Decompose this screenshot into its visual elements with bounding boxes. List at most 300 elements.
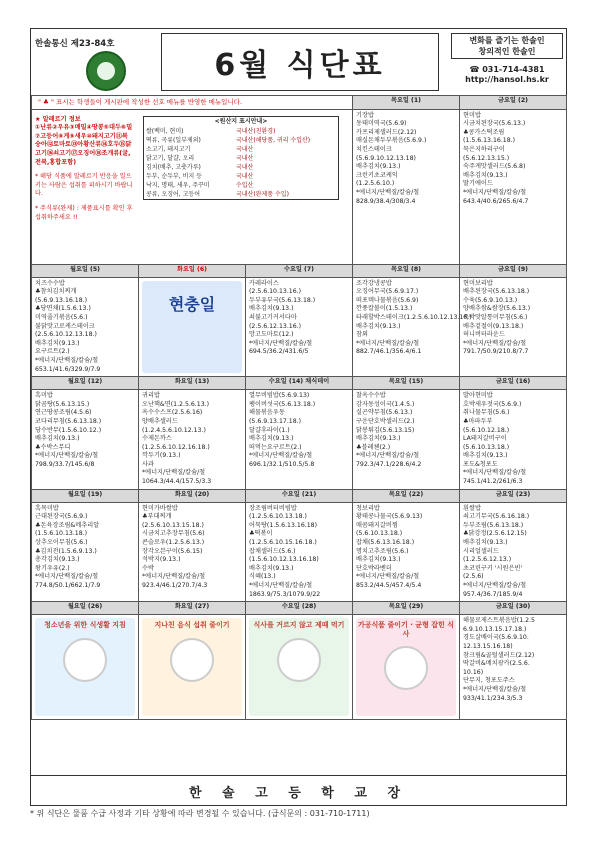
origin-country: 국내산	[235, 173, 254, 181]
menu-row	[32, 615, 567, 720]
menu-list	[356, 505, 456, 591]
newsletter-label: 한솔통신 제23-84호	[35, 39, 115, 49]
menu-frame	[30, 28, 567, 806]
origin-wrapper	[133, 112, 349, 223]
menu-item: 달걀후라이(1.)	[249, 426, 290, 434]
poster-image	[142, 281, 242, 374]
menu-item: (1.2.5.6.10.15.16.18.)	[249, 539, 317, 547]
menu-item: 매콤돼지갈비찜	[356, 521, 398, 529]
menu-item: 상추오이무침(5.6.)	[35, 539, 88, 547]
menu-item: 1863.9/75.3/1079.9/22	[249, 590, 321, 598]
menu-item: 잡채샐러드(5.6.)	[249, 547, 296, 555]
menu-item: 초코린구키 '시원은빈'	[463, 564, 523, 572]
menu-item: 족박맛알통미무침(5.6.)	[463, 313, 528, 321]
menu-item: 923.4/46.1/270.7/4.3	[142, 582, 208, 589]
origin-item: 떡류, 곡류(일부제외)	[146, 137, 201, 145]
menu-cell	[353, 615, 460, 720]
menu-item: (5.6.9.10.12.13.18)	[356, 154, 416, 162]
allergy-title: ★ 알레르기 정보	[35, 115, 81, 123]
principal-signature: 한 솔 고 등 학 교 장	[31, 775, 566, 806]
menu-cell	[139, 277, 246, 377]
menu-item: *에너지/단백질/칼슘/철	[356, 188, 420, 196]
menu-item: (1.5.6.10.13.18.)	[35, 530, 88, 538]
menu-item: *에너지/단백질/칼슘/철	[249, 452, 313, 460]
menu-item: *에너지/단백질/칼슘/철	[463, 685, 527, 693]
menu-item: 745.1/41.2/261/6.3	[463, 478, 523, 486]
day-header: 금요일 (30)	[460, 602, 567, 615]
menu-item: (5.6.10.13.18.)	[463, 443, 510, 451]
menu-item: 숙주게맛샐러드(5.6.8)	[463, 163, 526, 171]
menu-item: 떠포텍나물볶음(5.6.9)	[356, 296, 419, 304]
menu-list	[356, 112, 456, 207]
menu-item: 청보리밥	[356, 504, 380, 512]
menu-item: 두부유부국(5.6.13.18.)	[249, 296, 316, 304]
menu-item: 장각오븐구이(5.6.15)	[142, 547, 203, 555]
day-header: 수요일 (21)	[246, 489, 353, 502]
menu-item: (5.6.10.12.18.)	[463, 426, 510, 434]
menu-item: ♣콩가스떡조림	[463, 128, 505, 136]
origin-row	[144, 190, 338, 199]
menu-item: *에너지/단백질/칼슘/철	[249, 339, 313, 347]
menu-item: 643.4/40.6/265.6/4.7	[463, 197, 529, 205]
menu-list	[356, 392, 456, 469]
menu-cell	[353, 502, 460, 602]
poster-image	[142, 618, 242, 716]
menu-item: 옥수수스프(2.5.6.16)	[142, 409, 203, 417]
menu-cell	[460, 277, 567, 377]
day-header-row	[32, 377, 567, 390]
menu-item: 떠먹는요구르트(2.)	[249, 443, 302, 451]
menu-item: 닭곰탕(5.6.13.15.)	[35, 400, 90, 408]
origin-country: 국내산(친환경)	[235, 128, 276, 136]
menu-item: 798.9/33.7/145.6/8	[35, 460, 95, 468]
origin-row	[144, 154, 338, 163]
menu-item: 933/41.1/234.3/5.3	[463, 694, 523, 702]
menu-item: 단호박라벤더	[356, 564, 392, 572]
day-header-row	[32, 96, 567, 110]
menu-item: *에너지/단백질/칼슘/철	[249, 582, 313, 589]
origin-item: 두부, 순두부, 비지 등	[146, 173, 202, 181]
menu-item: 배추김치(9.13.)	[249, 305, 294, 313]
menu-item: 수박	[142, 564, 154, 572]
menu-item: 882.7/46.1/356.4/6.1	[356, 348, 422, 356]
menu-item: 배추김치(9.13.)	[463, 452, 508, 460]
origin-country: 국내산	[235, 164, 254, 172]
origin-item: 쌀(백미, 현미)	[146, 128, 184, 136]
menu-list	[463, 392, 563, 487]
menu-item: *에너지/단백질/칼슘/철	[463, 188, 527, 196]
poster-title: 현충일	[168, 294, 216, 314]
menu-item: 흑미밥	[35, 392, 53, 400]
menu-item: 배추김치(9.13.)	[356, 163, 401, 171]
menu-item: 수육(5.6.9.10.13.)	[463, 296, 518, 304]
menu-item: 콘슬로우(1.2.5.6.13.)	[142, 539, 205, 547]
menu-item: 취나물무침(5.6.)	[463, 409, 510, 417]
menu-item: 황태콩나물국(5.6.9.13)	[356, 513, 423, 521]
menu-row	[32, 390, 567, 490]
day-header: 금요일 (9)	[460, 264, 567, 277]
menu-item: 명치고추조림(5.6.)	[356, 547, 409, 555]
menu-item: *에너지/단백질/칼슘/철	[142, 469, 206, 477]
food-illustration-icon	[170, 638, 214, 682]
allergy-note-1: * 해당 식품에 알레르기 반응을 일으키는 사람은 섭취를 피하시기 바랍니다.	[35, 173, 133, 198]
day-header: 목요일 (8)	[353, 264, 460, 277]
menu-item: (5.6.9.13.17.18.)	[249, 417, 302, 425]
menu-item: 발아현미밥	[463, 392, 493, 400]
menu-cell	[32, 502, 139, 602]
slogan-2: 창의적인 한솔인	[478, 47, 536, 56]
menu-item: 카프리제샐러드(2.12)	[356, 128, 417, 136]
menu-item: 요구르트(2.)	[35, 348, 70, 356]
menu-item: ♣당면채(1.5.6.13.)	[35, 305, 91, 313]
menu-item: *에너지/단백질/칼슘/철	[356, 452, 420, 460]
school-emblem-icon	[86, 51, 126, 91]
menu-item: ♣블레첸(2.)	[356, 443, 391, 451]
menu-item: 감자동성이국(1.4.5.)	[356, 400, 415, 408]
menu-item: *에너지/단백질/칼슘/철	[463, 582, 527, 589]
menu-item: 774.8/50.1/662.1/7.9	[35, 582, 101, 589]
menu-item: (1.2.5.6.10.13.18.)	[249, 513, 307, 521]
origin-row	[144, 163, 338, 172]
menu-item: 배추김치(9.13.)	[463, 171, 508, 179]
menu-item: ♣수박스무디	[35, 443, 71, 451]
menu-item: 수제돈까스	[142, 435, 172, 443]
day-header: 수요일 (14) 채식데이	[246, 377, 353, 390]
day-header: 수요일 (28)	[246, 602, 353, 615]
menu-item: 696.1/32.1/510.5/5.8	[249, 460, 315, 468]
menu-item: 쇠고기무국(5.6.16.18.)	[463, 513, 530, 521]
day-header: 화요일 (27)	[139, 602, 246, 615]
menu-item: 배추김치(9.13.)	[249, 564, 294, 572]
menu-item: (2.5.6.10.12.13.18.)	[35, 331, 97, 339]
allergy-note-2: * 주식류(완제) : 제품표시를 확인 후 섭취하주세요 !!	[35, 204, 133, 221]
poster-image	[35, 618, 135, 716]
menu-cell	[32, 277, 139, 377]
origin-item: 소고기, 돼지고기	[146, 146, 191, 154]
menu-cell	[460, 615, 567, 720]
phone-number: ☎ 031-714-4381	[469, 65, 545, 74]
menu-item: 망고도마토(12.)	[249, 331, 294, 339]
menu-item: 참외	[356, 331, 368, 339]
menu-item: 853.2/44.5/457.4/5.4	[356, 582, 422, 589]
phone-text: 031-714-4381	[482, 65, 545, 74]
menu-list	[463, 112, 563, 207]
info-cell	[32, 109, 353, 264]
menu-item: (5.6.12.13.15.)	[463, 154, 510, 162]
menu-item: 현미보리밥	[463, 279, 493, 287]
menu-item: 근대된장국(5.6.9.)	[35, 513, 88, 521]
origin-table	[143, 116, 339, 201]
menu-item: 연근땅콩조림(4.5.6)	[35, 409, 92, 417]
menu-item: *에너지/단백질/칼슘/철	[35, 573, 99, 581]
allergy-legend	[35, 112, 133, 223]
menu-item: 딱갈비&메치광카(2.5.6.	[463, 660, 530, 668]
menu-cell	[32, 615, 139, 720]
origin-country: 국내산(해당품, 귀리 수입산)	[235, 137, 311, 145]
menu-item: ♣참치김치찌개	[35, 288, 77, 296]
menu-item: 장조림버터비빔밥	[249, 504, 297, 512]
food-illustration-icon	[277, 638, 321, 682]
menu-item: 해물로제스트볶음밥(1.2.5	[463, 617, 535, 625]
menu-cell	[139, 390, 246, 490]
menu-item: ♣닭강정(2.5.6.12.15)	[463, 530, 527, 538]
day-header: 금요일 (16)	[460, 377, 567, 390]
menu-item: (1.5.6.10.12.13.16.18)	[249, 556, 319, 564]
menu-item: ♣떡볶이	[249, 530, 273, 538]
menu-item: (5.6.10.13.18.)	[356, 530, 403, 538]
menu-item: 배추김치(9.13.)	[356, 322, 401, 330]
menu-item: 양배추쌈&쌈장(5.6.13.)	[463, 305, 531, 313]
menu-item: 시금치된장국(5.6.13.)	[463, 120, 526, 128]
menu-item: *에너지/단백질/칼슘/철	[142, 573, 206, 581]
menu-item: 배추김치(9.13.)	[356, 435, 401, 443]
menu-item: 참크림&골털샐러드(2.12)	[463, 651, 535, 659]
poster-title: 식사를 거르지 않고 제때 먹기	[253, 621, 345, 630]
page-title: 6월 식단표	[161, 33, 439, 91]
bottom-note: * 위 식단은 물품 수급 사정과 기타 상황에 따라 변경될 수 있습니다. (급식문의 : 031-710-1711)	[30, 809, 370, 818]
poster-title: 가공식품 줄이기 · 균형 잡힌 식사	[358, 621, 454, 638]
food-illustration-icon	[384, 646, 428, 690]
day-header-row	[32, 602, 567, 615]
school-info	[451, 33, 563, 85]
day-header: 금요일 (2)	[460, 96, 567, 110]
day-header: 월요일 (5)	[32, 264, 139, 277]
menu-list	[463, 280, 563, 357]
menu-row	[32, 277, 567, 377]
day-header: 목요일 (29)	[353, 602, 460, 615]
menu-item: 카레라이스	[249, 279, 279, 287]
menu-item: (1.2.5.6.10.12.16.18.)	[142, 443, 210, 451]
menu-item: 배추김치(9.13.)	[356, 556, 401, 564]
origin-title: <원산지 표시안내>	[214, 117, 268, 125]
menu-item: ♣돈육장조림&메추리알	[35, 521, 100, 529]
menu-cell	[460, 390, 567, 490]
menu-item: 미역줄기볶음(5.6.)	[35, 313, 88, 321]
menu-item: 694.5/36.2/431.6/5	[249, 348, 309, 356]
origin-item: 닭고기, 달걀, 오리	[146, 155, 195, 163]
menu-item: 두부조림(5.6.13.18.)	[463, 521, 524, 529]
menu-item: 배추김치(9.13.)	[35, 435, 80, 443]
day-header: 목요일 (15)	[353, 377, 460, 390]
menu-item: (2.5.6.10.13.16.)	[249, 288, 302, 296]
menu-item: 찰옥수수밥	[356, 392, 386, 400]
menu-item: 구운단호박샐러드(2.)	[356, 417, 415, 425]
menu-item: 해물볶음우동	[249, 409, 285, 417]
allergy-list: ①난류②우유③메밀④땅콩⑤대두⑥밀⑦고등어⑧게⑨새우⑩돼지고기⑪복숭아⑫토마토⑬아황산류⑭호두⑮닭고기⑯쇠고기⑰오징어⑱조개류(굴,전복,홍합포함)	[35, 124, 133, 166]
school-url[interactable]: http://hansol.hs.kr	[465, 75, 549, 84]
menu-item: ♣마파두부	[463, 417, 493, 425]
menu-item: LA돼지갈비구이	[463, 435, 507, 443]
menu-item: 828.9/38.4/308/3.4	[356, 197, 416, 205]
menu-item: 시리얼샐러드	[463, 547, 499, 555]
menu-cell	[246, 390, 353, 490]
menu-item: 957.4/36.7/185.9/4	[463, 590, 523, 598]
origin-item: 낙지, 명태, 새우, 주꾸미	[146, 182, 210, 190]
menu-cell	[353, 390, 460, 490]
menu-item: 딸기에이드	[463, 180, 493, 188]
menu-item: 잡채(5.6.13.16.18.)	[356, 539, 415, 547]
menu-item: 타래할박스테이크(1.2.5.6.10.12.13.16.)	[356, 313, 472, 321]
day-header: 금요일 (23)	[460, 489, 567, 502]
menu-item: 10.16)	[463, 668, 484, 676]
menu-cell	[32, 390, 139, 490]
contact	[451, 65, 563, 85]
menu-cell	[460, 109, 567, 264]
menu-item: 불닭맛고로케스테이크	[35, 322, 95, 330]
menu-item: (1.2.5.6.12.13.)	[463, 556, 512, 564]
menu-item: 현미밥	[463, 111, 481, 119]
menu-item: *에너지/단백질/칼슘/철	[35, 356, 99, 364]
menu-item: 배추된장국(5.6.13.18.)	[463, 288, 530, 296]
menu-item: 경도살배이국(5.6.9.10.	[463, 634, 529, 642]
menu-item: 묵은지하리구이	[463, 145, 505, 153]
origin-country: 수입산	[235, 182, 254, 190]
menu-item: 총각김치(9.13.)	[35, 556, 80, 564]
menu-item: (1.5.6.13.16.18.)	[463, 137, 516, 145]
menu-row	[32, 502, 567, 602]
slogan-1: 변화를 즐기는 한솔인	[469, 36, 545, 45]
menu-item: 배추김치(9.13.)	[249, 435, 294, 443]
menu-list	[35, 392, 135, 469]
menu-item: ♣부대찌개	[142, 513, 172, 521]
menu-item: 포도&청포도	[463, 460, 498, 468]
menu-item: *에너지/단백질/칼슘/철	[35, 452, 99, 460]
menu-item: 크런키초코케익	[356, 171, 398, 179]
menu-item: 791.7/50.9/210.8/7.7	[463, 348, 529, 356]
menu-item: (1.2.5.6.10.)	[356, 180, 395, 188]
menu-item: 792.3/47.1/228.6/4.2	[356, 460, 422, 468]
menu-item: 양배추샐러드	[142, 417, 178, 425]
menu-item: 동태미역국(5.6.9)	[356, 120, 407, 128]
menu-cell	[353, 277, 472, 377]
day-header-row	[32, 264, 567, 277]
menu-item: 배추김치(9.13.)	[463, 539, 508, 547]
menu-list	[249, 505, 349, 600]
menu-item: (2.5.6.12.13.16.)	[249, 322, 302, 330]
menu-item: 치즈수수밥	[35, 279, 65, 287]
menu-item: 식혜(13.)	[249, 573, 276, 581]
day-header: 월요일 (12)	[32, 377, 139, 390]
menu-item: 흑목미밥	[35, 504, 59, 512]
menu-item: 오난핵&면(1.2.5.6.13.)	[142, 400, 210, 408]
menu-item: 653.1/41.6/329.9/7.9	[35, 365, 101, 373]
menu-item: 석박지(9.13.)	[142, 556, 181, 564]
menu-list	[463, 505, 563, 600]
menu-item: 쇠불고기커서다마	[249, 313, 297, 321]
poster-image	[356, 618, 456, 716]
menu-cell	[246, 615, 353, 720]
menu-item: 12.13.15.16.18)	[463, 642, 513, 650]
menu-item: 실곤약무침(5.6.13.)	[356, 409, 413, 417]
menu-item: 배추김치(9.13.)	[35, 339, 80, 347]
poster-image	[249, 618, 349, 716]
menu-item: 왕기우유(2.)	[35, 564, 70, 572]
origin-item: 김치(배추, 고춧가루)	[146, 164, 201, 172]
menu-item: 열무비빔밥(5.6.9.13)	[249, 392, 310, 400]
menu-list	[356, 279, 472, 357]
day-header: 수요일 (7)	[246, 264, 353, 277]
menu-item: 오징어무국(5.6.9.17.)	[356, 288, 419, 296]
menu-item: 어묵탕(1.5.6.13.16.18)	[249, 521, 318, 529]
poster-title: 지나친 음식 섭취 줄이기	[154, 621, 230, 630]
menu-item: 코다리무침(5.6.13.18.)	[35, 417, 102, 425]
menu-item: ♣김치전(1.5.6.9.13.)	[35, 547, 97, 555]
menu-list	[142, 392, 242, 487]
menu-item: 깍두기(9.13.)	[142, 452, 181, 460]
menu-item: 기장밥	[356, 111, 374, 119]
menu-item: 1064.3/44.4/157.5/3.3	[142, 478, 212, 486]
menu-item: 현미가바쌀밥	[142, 504, 178, 512]
menu-row	[32, 109, 567, 264]
preference-notice: " ♣ " 표시는 학생들이 게시판에 작성한 선호 메뉴를 반영한 메뉴입니다.	[32, 96, 353, 110]
menu-item: *에너지/단백질/칼슘/철	[463, 469, 527, 477]
day-header: 화요일 (6)	[139, 264, 246, 277]
header	[31, 29, 566, 96]
menu-list	[249, 392, 349, 469]
menu-item: 흰쌀밥	[463, 504, 481, 512]
day-header: 월요일 (19)	[32, 489, 139, 502]
menu-item: 단무지, 청포도주스	[463, 677, 515, 685]
menu-item: 당수반무(1.5.6.10.12.)	[35, 426, 102, 434]
origin-item: 콩류, 오징어, 고등어	[146, 191, 200, 199]
menu-item: 귀리밥	[142, 392, 160, 400]
poster-title: 청소년을 위한 식생활 지침	[44, 621, 126, 630]
menu-item: 깐풍칼볼이(1.5.13.)	[356, 305, 413, 313]
origin-row	[144, 181, 338, 190]
day-header: 월요일 (26)	[32, 602, 139, 615]
menu-item: 배추겉절이(9.13.18.)	[463, 322, 524, 330]
menu-list	[249, 280, 349, 357]
menu-item: 팽이버섯국(5.6.13.18.)	[249, 400, 316, 408]
day-header: 목요일 (22)	[353, 489, 460, 502]
day-header: 목요일 (1)	[353, 96, 460, 110]
menu-grid	[31, 95, 567, 720]
food-illustration-icon	[63, 638, 107, 682]
menu-item: 매실돈채두부볶음(5.6.9.)	[356, 137, 427, 145]
menu-item: (2.5.6.10.13.15.18.)	[142, 521, 204, 529]
slogan-box	[451, 33, 563, 59]
origin-row	[144, 172, 338, 181]
menu-item: (2.5.6)	[463, 573, 484, 581]
menu-item: (5.6.9.13.16.18.)	[35, 296, 88, 304]
menu-item: 허니버터라운드	[463, 331, 505, 339]
menu-cell	[139, 615, 246, 720]
origin-row	[144, 136, 338, 145]
origin-country: 국내산	[235, 146, 254, 154]
day-header: 화요일 (13)	[139, 377, 246, 390]
menu-cell	[460, 502, 567, 602]
menu-cell	[246, 502, 353, 602]
menu-list	[35, 505, 135, 591]
menu-cell	[139, 502, 246, 602]
day-header-row	[32, 489, 567, 502]
menu-list	[142, 505, 242, 591]
day-header: 화요일 (20)	[139, 489, 246, 502]
menu-cell	[246, 277, 353, 377]
menu-item: 시금치고추장무침(5.6)	[142, 530, 205, 538]
menu-item: 닭봉튀김(5.6.13.15)	[356, 426, 415, 434]
origin-row	[144, 127, 338, 136]
menu-list	[463, 617, 563, 703]
menu-item: 호박새우젓국(5.6.9.)	[463, 400, 522, 408]
menu-item: 치킨스테이크	[356, 145, 392, 153]
menu-item: *에너지/단백질/칼슘/철	[356, 339, 420, 347]
menu-item: 조각강냉콩밥	[356, 279, 392, 287]
origin-country: 국내산	[235, 155, 254, 163]
menu-item: 사과	[142, 460, 154, 468]
menu-item: *에너지/단백질/칼슘/철	[463, 339, 527, 347]
menu-item: (1.2.4.5.6.10.12.13.)	[142, 426, 206, 434]
